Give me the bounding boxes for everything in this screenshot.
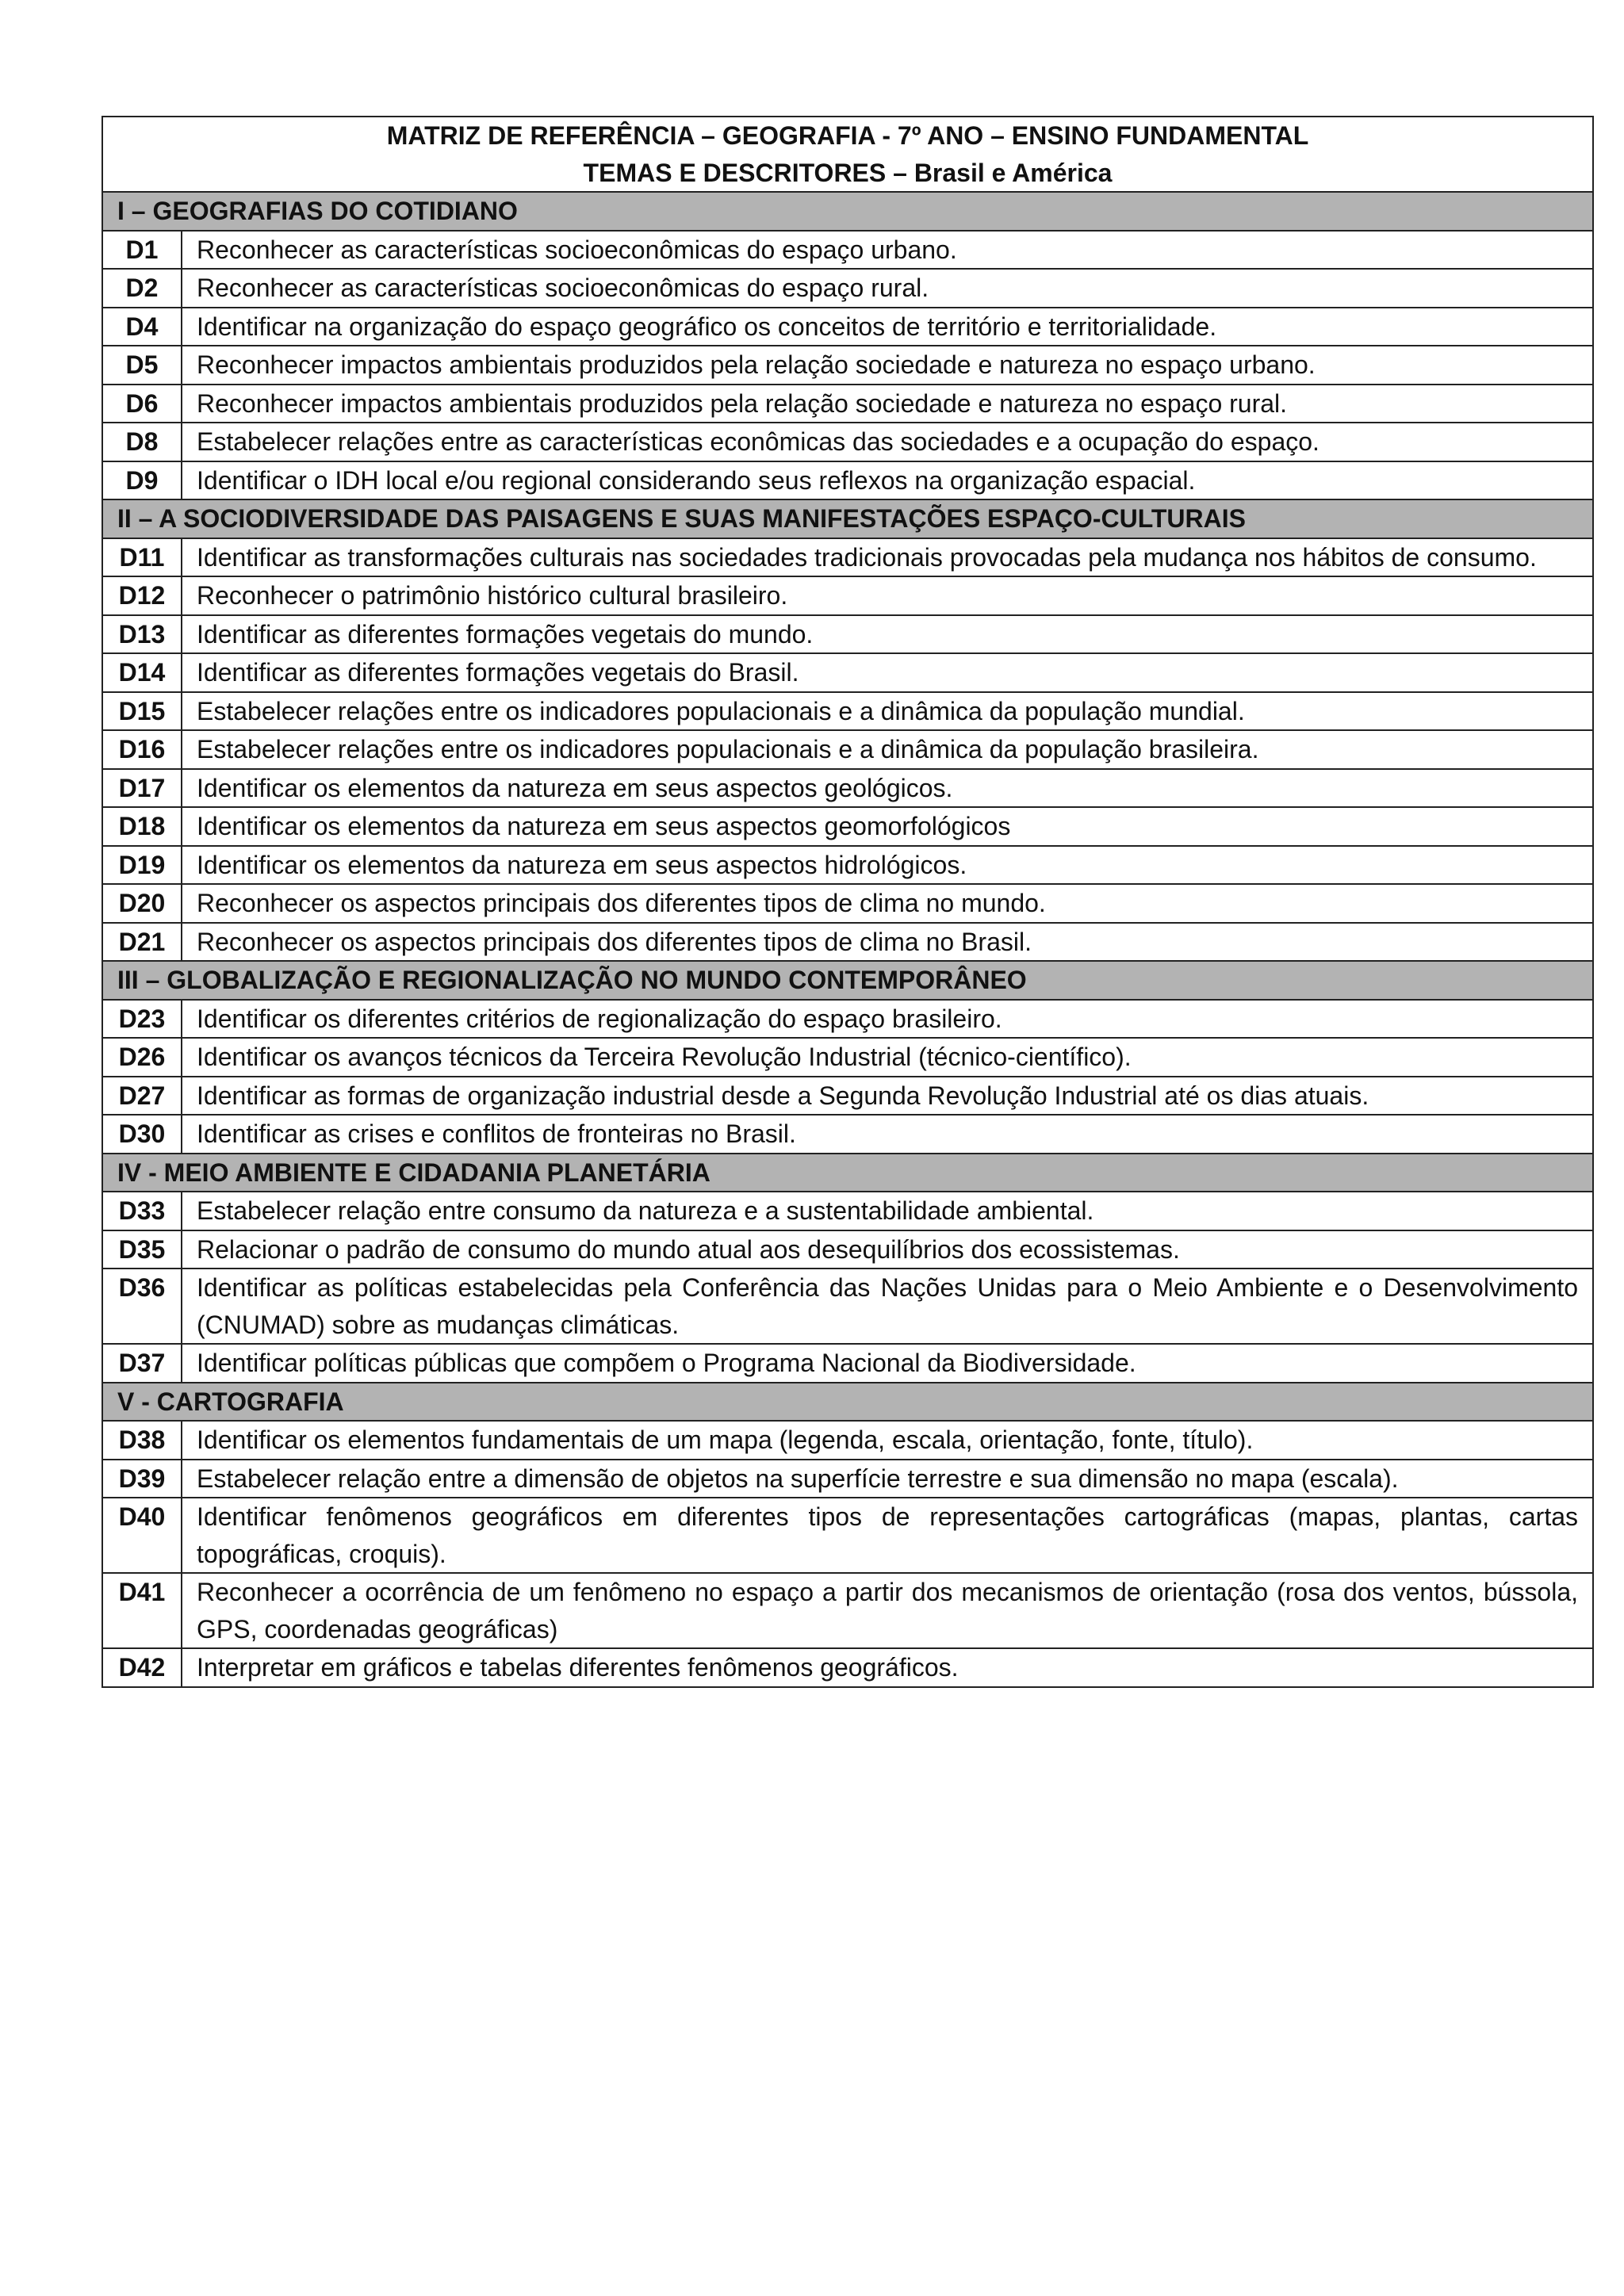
descriptor-text: Relacionar o padrão de consumo do mundo atual aos desequilíbrios dos ecossistemas. (182, 1230, 1593, 1269)
descriptor-code: D9 (102, 461, 182, 500)
descriptor-row (102, 807, 1593, 846)
descriptor-text: Identificar os diferentes critérios de regionalização do espaço brasileiro. (182, 1000, 1593, 1039)
descriptor-code: D16 (102, 730, 182, 769)
descriptor-code: D23 (102, 1000, 182, 1039)
descriptor-row (102, 1269, 1593, 1344)
descriptor-row (102, 461, 1593, 500)
descriptor-row (102, 1344, 1593, 1383)
descriptor-code: D41 (102, 1573, 182, 1648)
descriptor-text: Estabelecer relações entre os indicadores populacionais e a dinâmica da população brasileira. (182, 730, 1593, 769)
matrix-subtitle: TEMAS E DESCRITORES – Brasil e América (583, 158, 1113, 187)
descriptor-row (102, 1498, 1593, 1573)
descriptor-row (102, 692, 1593, 731)
descriptor-text: Identificar as diferentes formações vegetais do Brasil. (182, 653, 1593, 692)
section-header-row (102, 1154, 1593, 1192)
descriptor-code: D6 (102, 385, 182, 423)
descriptor-text: Reconhecer o patrimônio histórico cultural brasileiro. (182, 576, 1593, 615)
descriptor-text: Reconhecer os aspectos principais dos diferentes tipos de clima no Brasil. (182, 923, 1593, 962)
descriptor-row (102, 1038, 1593, 1077)
descriptor-text: Estabelecer relação entre consumo da natureza e a sustentabilidade ambiental. (182, 1192, 1593, 1230)
title-cell (102, 117, 1593, 192)
descriptor-text: Identificar os elementos da natureza em seus aspectos geomorfológicos (182, 807, 1593, 846)
section-title: II – A SOCIODIVERSIDADE DAS PAISAGENS E SUAS MANIFESTAÇÕES ESPAÇO-CULTURAIS (102, 499, 1593, 538)
descriptor-text: Identificar os elementos fundamentais de um mapa (legenda, escala, orientação, fonte, título). (182, 1421, 1593, 1460)
descriptor-code: D4 (102, 308, 182, 346)
descriptor-code: D2 (102, 269, 182, 308)
section-title: IV - MEIO AMBIENTE E CIDADANIA PLANETÁRIA (102, 1154, 1593, 1192)
descriptor-text: Reconhecer os aspectos principais dos diferentes tipos de clima no mundo. (182, 884, 1593, 923)
section-header-row (102, 961, 1593, 1000)
descriptor-row (102, 576, 1593, 615)
matrix-body (102, 117, 1593, 1687)
descriptor-row (102, 308, 1593, 346)
descriptor-row (102, 1648, 1593, 1687)
descriptor-code: D36 (102, 1269, 182, 1344)
reference-matrix-table (102, 116, 1594, 1688)
section-header-row (102, 1383, 1593, 1422)
descriptor-text: Estabelecer relação entre a dimensão de objetos na superfície terrestre e sua dimensão no mapa (escala). (182, 1460, 1593, 1498)
descriptor-row (102, 1421, 1593, 1460)
descriptor-code: D37 (102, 1344, 182, 1383)
descriptor-text: Identificar os elementos da natureza em seus aspectos hidrológicos. (182, 846, 1593, 885)
section-title: V - CARTOGRAFIA (102, 1383, 1593, 1422)
descriptor-code: D38 (102, 1421, 182, 1460)
descriptor-text: Reconhecer as características socioeconômicas do espaço rural. (182, 269, 1593, 308)
descriptor-code: D17 (102, 769, 182, 808)
descriptor-code: D20 (102, 884, 182, 923)
descriptor-text: Interpretar em gráficos e tabelas diferentes fenômenos geográficos. (182, 1648, 1593, 1687)
descriptor-code: D19 (102, 846, 182, 885)
descriptor-code: D15 (102, 692, 182, 731)
title-row (102, 117, 1593, 192)
descriptor-row (102, 1230, 1593, 1269)
descriptor-row (102, 231, 1593, 270)
descriptor-text: Estabelecer relações entre os indicadores populacionais e a dinâmica da população mundial. (182, 692, 1593, 731)
descriptor-code: D27 (102, 1077, 182, 1115)
descriptor-row (102, 423, 1593, 461)
descriptor-text: Estabelecer relações entre as características econômicas das sociedades e a ocupação do espaço. (182, 423, 1593, 461)
descriptor-code: D30 (102, 1115, 182, 1154)
descriptor-row (102, 1192, 1593, 1230)
matrix-title: MATRIZ DE REFERÊNCIA – GEOGRAFIA - 7º ANO – ENSINO FUNDAMENTAL (386, 121, 1309, 150)
descriptor-code: D12 (102, 576, 182, 615)
descriptor-row (102, 730, 1593, 769)
descriptor-row (102, 538, 1593, 577)
descriptor-code: D1 (102, 231, 182, 270)
descriptor-row (102, 884, 1593, 923)
descriptor-row (102, 1000, 1593, 1039)
section-header-row (102, 499, 1593, 538)
descriptor-code: D14 (102, 653, 182, 692)
descriptor-code: D5 (102, 346, 182, 385)
descriptor-text: Identificar fenômenos geográficos em diferentes tipos de representações cartográficas (mapas, plantas, cartas topográficas, croquis). (182, 1498, 1593, 1573)
section-title: III – GLOBALIZAÇÃO E REGIONALIZAÇÃO NO MUNDO CONTEMPORÂNEO (102, 961, 1593, 1000)
descriptor-code: D21 (102, 923, 182, 962)
descriptor-row (102, 385, 1593, 423)
descriptor-code: D26 (102, 1038, 182, 1077)
descriptor-row (102, 653, 1593, 692)
descriptor-text: Identificar as transformações culturais nas sociedades tradicionais provocadas pela mudança nos hábitos de consumo. (182, 538, 1593, 577)
descriptor-text: Identificar na organização do espaço geográfico os conceitos de território e territorialidade. (182, 308, 1593, 346)
descriptor-text: Reconhecer a ocorrência de um fenômeno no espaço a partir dos mecanismos de orientação (rosa dos ventos, bússola, GPS, coordenadas geográficas) (182, 1573, 1593, 1648)
descriptor-row (102, 769, 1593, 808)
descriptor-code: D13 (102, 615, 182, 654)
descriptor-row (102, 269, 1593, 308)
descriptor-code: D39 (102, 1460, 182, 1498)
descriptor-code: D35 (102, 1230, 182, 1269)
section-title: I – GEOGRAFIAS DO COTIDIANO (102, 192, 1593, 231)
descriptor-row (102, 615, 1593, 654)
descriptor-code: D18 (102, 807, 182, 846)
descriptor-row (102, 1460, 1593, 1498)
descriptor-row (102, 923, 1593, 962)
descriptor-text: Identificar os elementos da natureza em seus aspectos geológicos. (182, 769, 1593, 808)
descriptor-row (102, 1573, 1593, 1648)
descriptor-code: D42 (102, 1648, 182, 1687)
descriptor-code: D11 (102, 538, 182, 577)
descriptor-text: Identificar as formas de organização industrial desde a Segunda Revolução Industrial até os dias atuais. (182, 1077, 1593, 1115)
descriptor-code: D40 (102, 1498, 182, 1573)
descriptor-text: Identificar os avanços técnicos da Terceira Revolução Industrial (técnico-científico). (182, 1038, 1593, 1077)
section-header-row (102, 192, 1593, 231)
descriptor-code: D8 (102, 423, 182, 461)
descriptor-text: Identificar as políticas estabelecidas pela Conferência das Nações Unidas para o Meio Ambiente e o Desenvolvimento (CNUMAD) sobre as mudanças climáticas. (182, 1269, 1593, 1344)
descriptor-text: Identificar as diferentes formações vegetais do mundo. (182, 615, 1593, 654)
descriptor-text: Identificar o IDH local e/ou regional considerando seus reflexos na organização espacial. (182, 461, 1593, 500)
descriptor-text: Identificar as crises e conflitos de fronteiras no Brasil. (182, 1115, 1593, 1154)
descriptor-text: Reconhecer impactos ambientais produzidos pela relação sociedade e natureza no espaço rural. (182, 385, 1593, 423)
descriptor-text: Reconhecer impactos ambientais produzidos pela relação sociedade e natureza no espaço urbano. (182, 346, 1593, 385)
descriptor-row (102, 346, 1593, 385)
descriptor-row (102, 1077, 1593, 1115)
descriptor-text: Reconhecer as características socioeconômicas do espaço urbano. (182, 231, 1593, 270)
descriptor-text: Identificar políticas públicas que compõem o Programa Nacional da Biodiversidade. (182, 1344, 1593, 1383)
descriptor-row (102, 846, 1593, 885)
descriptor-code: D33 (102, 1192, 182, 1230)
descriptor-row (102, 1115, 1593, 1154)
